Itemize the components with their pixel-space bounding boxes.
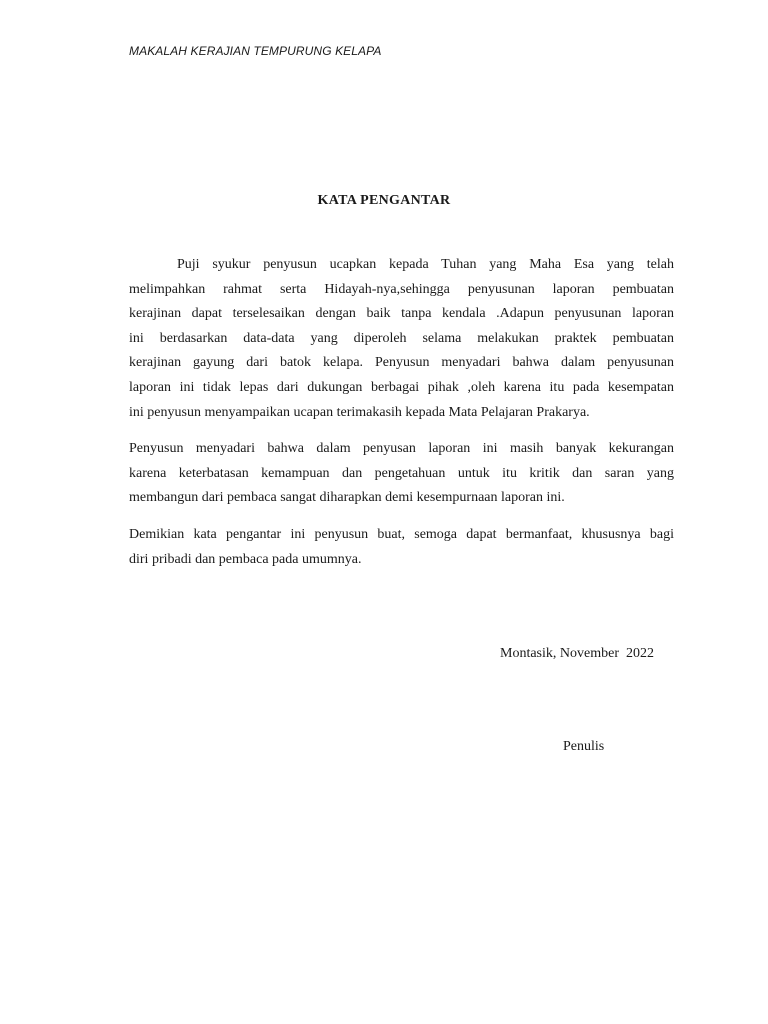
paragraph-limitations <box>129 437 674 511</box>
place-date: Montasik, November 2022 <box>500 646 654 661</box>
paragraph-line: Penyusun menyadari bahwa dalam penyusan laporan ini masih banyak kekurangan <box>129 441 674 456</box>
running-header: MAKALAH KERAJIAN TEMPURUNG KELAPA <box>129 44 382 58</box>
paragraph-line: Puji syukur penyusun ucapkan kepada Tuhan yang Maha Esa yang telah <box>177 257 674 272</box>
paragraph-line: karena keterbatasan kemampuan dan pengetahuan untuk itu kritik dan saran yang <box>129 465 674 481</box>
paragraph-line: Demikian kata pengantar ini penyusun buat, semoga dapat bermanfaat, khususnya bagi <box>129 527 674 542</box>
paragraph-line: melimpahkan rahmat serta Hidayah-nya,sehingga penyusunan laporan pembuatan <box>129 281 674 297</box>
paragraph-line: laporan ini tidak lepas dari dukungan berbagai pihak ,oleh karena itu pada kesempatan <box>129 379 674 395</box>
paragraph-line: kerajinan gayung dari batok kelapa. Penyusun menyadari bahwa dalam penyusunan <box>129 355 674 371</box>
paragraph-line: membangun dari pembaca sangat diharapkan demi kesempurnaan laporan ini. <box>129 490 565 506</box>
paragraph-line: diri pribadi dan pembaca pada umumnya. <box>129 551 362 567</box>
author-signature-label: Penulis <box>563 739 605 754</box>
paragraph-closing <box>129 523 674 572</box>
paragraph-line: kerajinan dapat terselesaikan dengan baik tanpa kendala .Adapun penyusunan laporan <box>129 306 674 322</box>
paragraph-preface <box>129 253 674 425</box>
paragraph-line: ini penyusun menyampaikan ucapan terimakasih kepada Mata Pelajaran Prakarya. <box>129 404 590 420</box>
paragraph-line: ini berdasarkan data-data yang diperoleh selama melakukan praktek pembuatan <box>129 330 674 346</box>
page-title: KATA PENGANTAR <box>317 193 451 208</box>
